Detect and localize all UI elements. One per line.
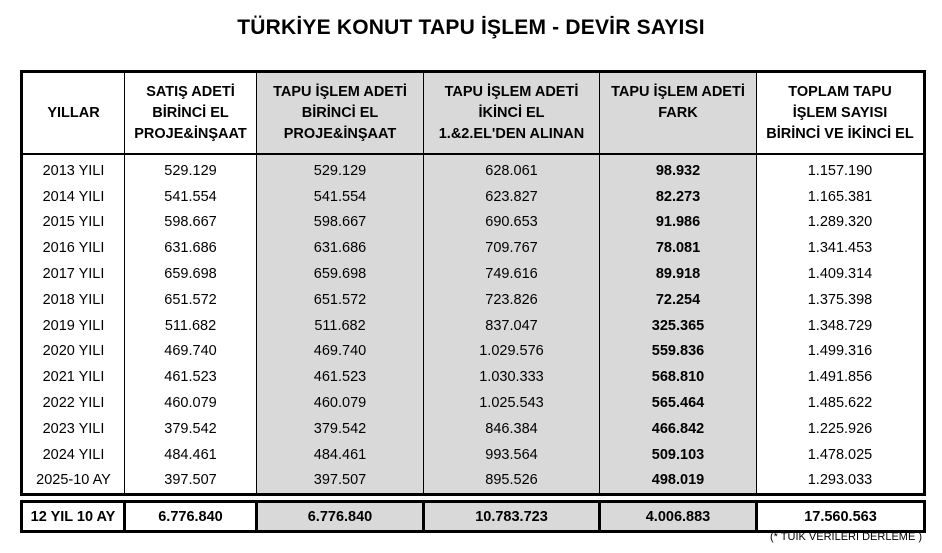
cell-deed-first-hand: 598.667 — [257, 210, 424, 236]
total-cell-deed-second-hand: 10.783.723 — [424, 502, 600, 532]
cell-deed-first-hand: 484.461 — [257, 442, 424, 468]
cell-deed-second-hand: 749.616 — [424, 261, 600, 287]
cell-deed-first-hand: 469.740 — [257, 339, 424, 365]
cell-sales-first-hand: 379.542 — [125, 416, 257, 442]
header-line: TAPU İŞLEM ADETİ — [273, 83, 407, 100]
header-years — [22, 72, 125, 155]
cell-total-deeds: 1.478.025 — [757, 442, 925, 468]
cell-deed-first-hand: 541.554 — [257, 184, 424, 210]
header-total-deeds — [757, 72, 925, 155]
cell-deed-difference: 498.019 — [600, 468, 757, 495]
spacer-row — [22, 495, 925, 502]
cell-total-deeds: 1.499.316 — [757, 339, 925, 365]
cell-deed-second-hand: 690.653 — [424, 210, 600, 236]
cell-sales-first-hand: 461.523 — [125, 364, 257, 390]
spacer-cell — [424, 495, 600, 502]
cell-deed-second-hand: 1.030.333 — [424, 364, 600, 390]
header-line: BİRİNCİ EL — [301, 104, 379, 121]
cell-deed-difference: 72.254 — [600, 287, 757, 313]
cell-deed-difference: 325.365 — [600, 313, 757, 339]
cell-sales-first-hand: 529.129 — [125, 154, 257, 184]
header-line: PROJE&İNŞAAT — [134, 125, 247, 142]
total-cell-deed-difference: 4.006.883 — [600, 502, 757, 532]
cell-sales-first-hand: 598.667 — [125, 210, 257, 236]
cell-total-deeds: 1.375.398 — [757, 287, 925, 313]
cell-total-deeds: 1.341.453 — [757, 235, 925, 261]
cell-sales-first-hand: 469.740 — [125, 339, 257, 365]
cell-deed-first-hand: 511.682 — [257, 313, 424, 339]
header-line: PROJE&İNŞAAT — [283, 125, 397, 142]
source-note: (* TÜİK VERİLERİ DERLEME ) — [770, 531, 922, 543]
table-row — [22, 210, 925, 236]
spacer-cell — [757, 495, 925, 502]
cell-deed-second-hand: 1.029.576 — [424, 339, 600, 365]
spacer-cell — [22, 495, 125, 502]
total-cell-sales-first-hand: 6.776.840 — [125, 502, 257, 532]
header-line: FARK — [658, 104, 698, 121]
cell-deed-first-hand: 379.542 — [257, 416, 424, 442]
cell-deed-difference: 89.918 — [600, 261, 757, 287]
cell-total-deeds: 1.409.314 — [757, 261, 925, 287]
header-row — [22, 72, 925, 155]
table-row — [22, 261, 925, 287]
cell-deed-second-hand: 846.384 — [424, 416, 600, 442]
cell-year: 2019 YILI — [22, 313, 125, 339]
cell-deed-second-hand: 709.767 — [424, 235, 600, 261]
cell-year: 2023 YILI — [22, 416, 125, 442]
table-row — [22, 235, 925, 261]
cell-deed-second-hand: 837.047 — [424, 313, 600, 339]
cell-deed-first-hand: 651.572 — [257, 287, 424, 313]
header-line: YILLAR — [47, 104, 100, 121]
cell-year: 2015 YILI — [22, 210, 125, 236]
cell-sales-first-hand: 484.461 — [125, 442, 257, 468]
cell-total-deeds: 1.225.926 — [757, 416, 925, 442]
header-line: İKİNCİ EL — [478, 104, 545, 121]
table-row — [22, 184, 925, 210]
table-row — [22, 468, 925, 495]
spacer-cell — [257, 495, 424, 502]
table-row — [22, 442, 925, 468]
cell-sales-first-hand: 631.686 — [125, 235, 257, 261]
header-line — [602, 124, 754, 145]
cell-year: 2016 YILI — [22, 235, 125, 261]
cell-deed-first-hand: 631.686 — [257, 235, 424, 261]
cell-sales-first-hand: 659.698 — [125, 261, 257, 287]
cell-year: 2020 YILI — [22, 339, 125, 365]
cell-deed-second-hand: 1.025.543 — [424, 390, 600, 416]
header-line: BİRİNCİ VE İKİNCİ EL — [766, 125, 914, 142]
header-line: İŞLEM SAYISI — [792, 104, 888, 121]
spacer-cell — [125, 495, 257, 502]
cell-deed-first-hand: 461.523 — [257, 364, 424, 390]
cell-deed-second-hand: 895.526 — [424, 468, 600, 495]
total-cell-deed-first-hand: 6.776.840 — [257, 502, 424, 532]
cell-deed-second-hand: 628.061 — [424, 154, 600, 184]
cell-year: 2017 YILI — [22, 261, 125, 287]
cell-deed-difference: 509.103 — [600, 442, 757, 468]
cell-total-deeds: 1.157.190 — [757, 154, 925, 184]
cell-deed-second-hand: 623.827 — [424, 184, 600, 210]
table-row — [22, 339, 925, 365]
cell-total-deeds: 1.485.622 — [757, 390, 925, 416]
cell-year: 2022 YILI — [22, 390, 125, 416]
cell-year: 2013 YILI — [22, 154, 125, 184]
header-deed-second-hand — [424, 72, 600, 155]
cell-year: 2024 YILI — [22, 442, 125, 468]
cell-deed-difference: 559.836 — [600, 339, 757, 365]
cell-deed-difference: 466.842 — [600, 416, 757, 442]
header-line: SATIŞ ADETİ — [146, 83, 235, 100]
cell-year: 2025-10 AY — [22, 468, 125, 495]
table-row — [22, 154, 925, 184]
header-line: TOPLAM TAPU — [788, 83, 892, 100]
cell-deed-first-hand: 659.698 — [257, 261, 424, 287]
cell-deed-difference: 78.081 — [600, 235, 757, 261]
table-row — [22, 313, 925, 339]
cell-sales-first-hand: 651.572 — [125, 287, 257, 313]
cell-sales-first-hand: 511.682 — [125, 313, 257, 339]
table-body — [22, 154, 925, 532]
cell-total-deeds: 1.293.033 — [757, 468, 925, 495]
header-line: TAPU İŞLEM ADETİ — [611, 83, 745, 100]
cell-deed-second-hand: 993.564 — [424, 442, 600, 468]
cell-total-deeds: 1.491.856 — [757, 364, 925, 390]
cell-deed-first-hand: 529.129 — [257, 154, 424, 184]
cell-deed-difference: 82.273 — [600, 184, 757, 210]
header-line: BİRİNCİ EL — [152, 104, 229, 121]
table-row — [22, 416, 925, 442]
cell-total-deeds: 1.165.381 — [757, 184, 925, 210]
cell-deed-first-hand: 460.079 — [257, 390, 424, 416]
cell-deed-difference: 91.986 — [600, 210, 757, 236]
total-row — [22, 502, 925, 532]
spacer-cell — [600, 495, 757, 502]
header-line: TAPU İŞLEM ADETİ — [444, 83, 579, 100]
page-title: TÜRKİYE KONUT TAPU İŞLEM - DEVİR SAYISI — [237, 16, 705, 39]
cell-year: 2021 YILI — [22, 364, 125, 390]
header-deed-difference — [600, 72, 757, 155]
header-line: 1.&2.EL'DEN ALINAN — [438, 125, 585, 142]
cell-deed-difference: 565.464 — [600, 390, 757, 416]
housing-transfer-table — [20, 70, 926, 533]
header-deed-first-hand — [257, 72, 424, 155]
cell-year: 2018 YILI — [22, 287, 125, 313]
cell-sales-first-hand: 541.554 — [125, 184, 257, 210]
cell-deed-difference: 568.810 — [600, 364, 757, 390]
cell-total-deeds: 1.348.729 — [757, 313, 925, 339]
table-row — [22, 287, 925, 313]
cell-sales-first-hand: 397.507 — [125, 468, 257, 495]
cell-year: 2014 YILI — [22, 184, 125, 210]
cell-sales-first-hand: 460.079 — [125, 390, 257, 416]
cell-total-deeds: 1.289.320 — [757, 210, 925, 236]
cell-deed-first-hand: 397.507 — [257, 468, 424, 495]
cell-deed-second-hand: 723.826 — [424, 287, 600, 313]
header-sales-first-hand — [125, 72, 257, 155]
total-cell-year: 12 YIL 10 AY — [22, 502, 125, 532]
table-row — [22, 390, 925, 416]
cell-deed-difference: 98.932 — [600, 154, 757, 184]
table-row — [22, 364, 925, 390]
total-cell-total-deeds: 17.560.563 — [757, 502, 925, 532]
